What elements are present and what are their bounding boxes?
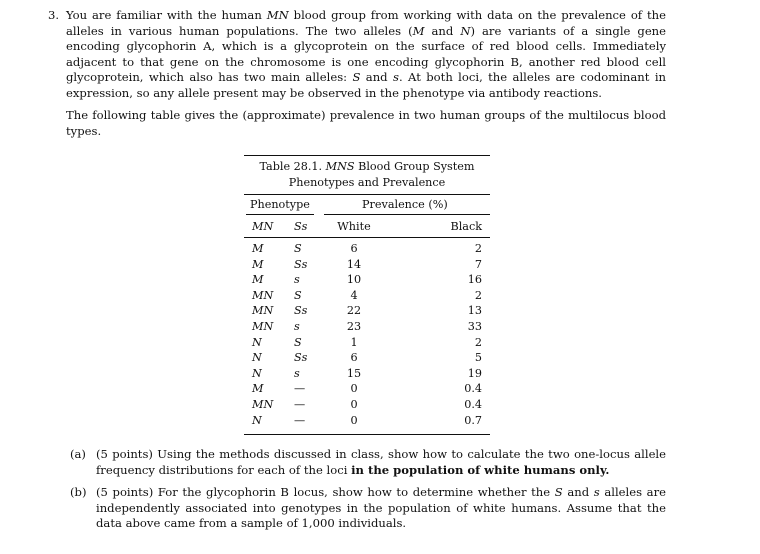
cell-ss-phenotype: Ss xyxy=(294,257,308,271)
cell-black-prevalence: 5 xyxy=(474,351,482,365)
table-caption-line2: Phenotypes and Prevalence xyxy=(288,176,446,189)
cell-ss-phenotype: s xyxy=(294,320,300,333)
cell-mn-phenotype: MN xyxy=(252,288,274,302)
table-top-rule xyxy=(244,155,490,156)
bold-run: in the population of white humans only. xyxy=(351,462,610,477)
cell-mn-phenotype: MN xyxy=(252,320,274,333)
cell-ss-phenotype: S xyxy=(294,242,302,255)
cell-mn-phenotype: M xyxy=(252,273,264,287)
caption-prefix: Table 28.1. xyxy=(259,160,326,173)
text-run: and xyxy=(562,485,594,499)
header-prevalence: Prevalence (%) xyxy=(362,198,448,211)
part-b-label: (b) xyxy=(70,485,87,499)
cell-ss-phenotype: s xyxy=(294,273,300,287)
cell-white-prevalence: 0 xyxy=(350,398,358,411)
cell-ss-phenotype: — xyxy=(294,413,306,427)
text-run: and xyxy=(424,23,461,38)
cell-ss-phenotype: — xyxy=(294,398,306,411)
cell-white-prevalence: 6 xyxy=(350,351,358,365)
text-run: blood group from working with data on the prevalence of the alleles in various human populations. The two alleles ( xyxy=(66,8,666,38)
cell-mn-phenotype: N xyxy=(252,413,262,427)
caption-rule xyxy=(244,194,490,195)
text-run: (5 points) Using the methods discussed in class, show how to calculate the two one-locus allele frequency distributions for each of the loci xyxy=(96,447,666,477)
text-run: . At both loci, the alleles are codominant in expression, so any allele present may be observed in the phenotype via antibody reactions. xyxy=(66,70,667,100)
cell-ss-phenotype: Ss xyxy=(294,351,308,365)
cell-white-prevalence: 23 xyxy=(346,320,362,333)
cell-black-prevalence: 2 xyxy=(474,335,482,349)
cell-mn-phenotype: N xyxy=(252,351,262,365)
cell-white-prevalence: 10 xyxy=(346,273,362,287)
prevalence-rule xyxy=(324,214,490,215)
table-intro-paragraph: The following table gives the (approximate) prevalence in two human groups of the multilocus blood types. xyxy=(66,108,666,138)
cell-white-prevalence: 0 xyxy=(350,413,358,427)
cell-ss-phenotype: S xyxy=(294,335,302,349)
math-var: N xyxy=(460,23,471,38)
cell-black-prevalence: 33 xyxy=(467,320,482,333)
text-run: You are familiar with the human xyxy=(66,8,267,22)
cell-ss-phenotype: S xyxy=(294,288,302,302)
intro-paragraph xyxy=(66,8,666,102)
cell-black-prevalence: 13 xyxy=(467,304,482,318)
cell-mn-phenotype: M xyxy=(252,382,264,396)
caption-italic: MNS xyxy=(325,160,355,173)
part-a-label: (a) xyxy=(70,447,86,461)
cell-black-prevalence: 16 xyxy=(467,273,482,287)
cell-ss-phenotype: Ss xyxy=(294,304,308,318)
math-var: S xyxy=(554,485,563,499)
math-var: S xyxy=(352,70,361,85)
cell-black-prevalence: 0.4 xyxy=(464,382,482,396)
table-bottom-rule xyxy=(244,434,490,435)
cell-white-prevalence: 22 xyxy=(346,304,362,318)
cell-white-prevalence: 1 xyxy=(350,335,358,349)
cell-white-prevalence: 6 xyxy=(350,242,358,255)
cell-black-prevalence: 0.7 xyxy=(464,413,482,427)
cell-black-prevalence: 19 xyxy=(467,366,482,380)
cell-white-prevalence: 14 xyxy=(346,257,362,271)
cell-mn-phenotype: N xyxy=(252,366,262,380)
math-var: M xyxy=(412,23,425,38)
cell-white-prevalence: 0 xyxy=(350,382,358,396)
header-bottom-rule xyxy=(244,237,490,238)
table-caption-line1 xyxy=(244,159,490,174)
cell-mn-phenotype: MN xyxy=(252,398,274,411)
cell-ss-phenotype: — xyxy=(294,382,306,396)
phenotype-rule xyxy=(246,214,314,215)
subheader-black: Black xyxy=(450,220,482,233)
cell-white-prevalence: 15 xyxy=(346,366,362,380)
cell-black-prevalence: 7 xyxy=(474,257,482,271)
cell-black-prevalence: 2 xyxy=(474,242,482,255)
cell-mn-phenotype: MN xyxy=(252,304,274,318)
header-phenotype: Phenotype xyxy=(250,198,310,211)
cell-white-prevalence: 4 xyxy=(350,288,358,302)
cell-black-prevalence: 2 xyxy=(474,288,482,302)
math-var: MN xyxy=(266,8,289,22)
text-run: (5 points) For the glycophorin B locus, show how to determine whether the xyxy=(96,485,555,499)
text-run: and xyxy=(360,70,393,85)
part-b-text xyxy=(96,485,666,532)
math-var: s xyxy=(593,485,600,499)
math-var: s xyxy=(393,70,399,85)
caption-rest: Blood Group System xyxy=(354,160,475,173)
question-number: 3. xyxy=(48,8,60,22)
subheader-mn: MN xyxy=(252,220,274,233)
subheader-white: White xyxy=(337,220,371,233)
cell-black-prevalence: 0.4 xyxy=(464,398,482,411)
part-a-text xyxy=(96,447,666,478)
subheader-ss: Ss xyxy=(294,220,308,233)
cell-mn-phenotype: N xyxy=(252,335,262,349)
cell-ss-phenotype: s xyxy=(294,366,300,380)
text-run: ) are variants of a single gene encoding glycophorin A, which is a glycoprotein on the surface of red blood cells. Immediately adjacent to that gene on the chromosome is one encoding glycophorin B, another red blood cell glycoprotein, which also has two main alleles: xyxy=(66,23,667,85)
text-run: alleles are independently associated into genotypes in the population of white humans. Assume that the data above came from a sample of 1,000 individuals. xyxy=(96,485,666,531)
cell-mn-phenotype: M xyxy=(252,242,264,255)
cell-mn-phenotype: M xyxy=(252,257,264,271)
